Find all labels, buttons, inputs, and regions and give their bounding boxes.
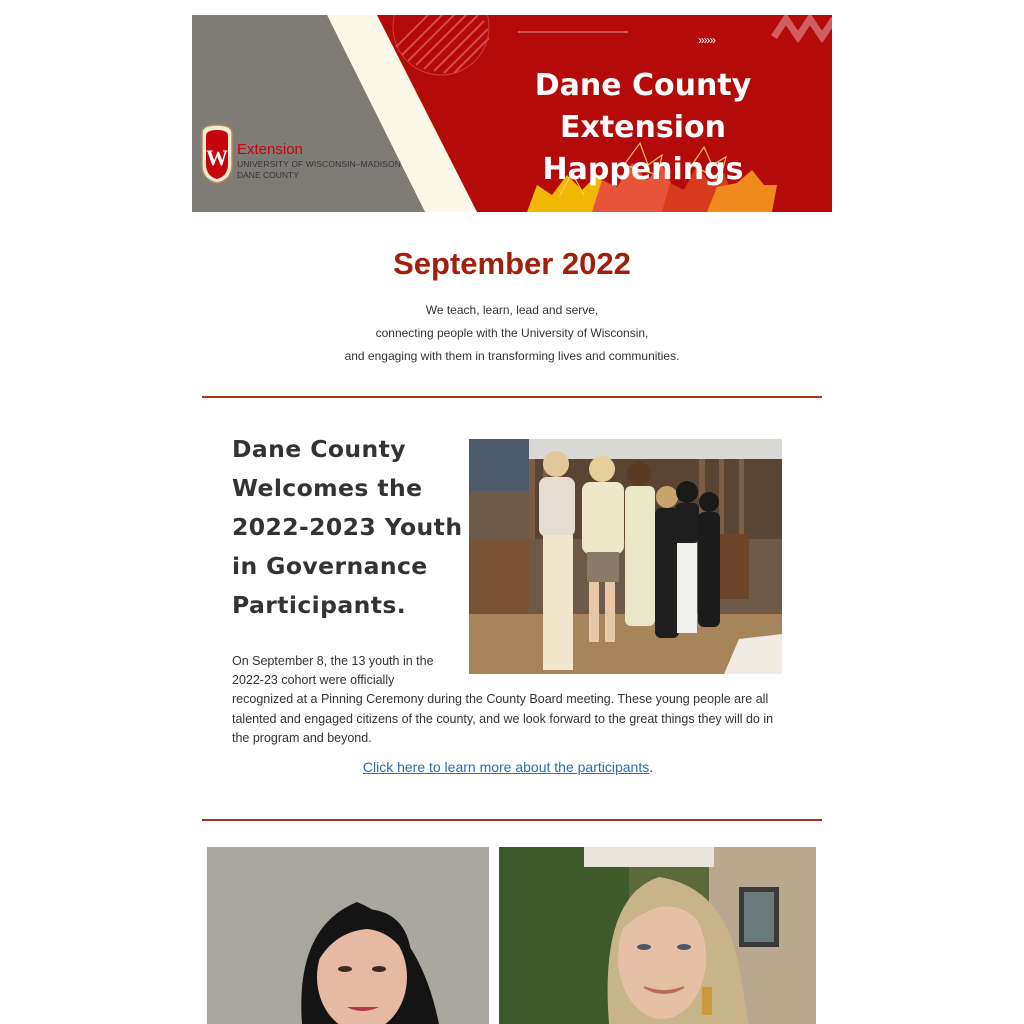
mission-statement [0, 299, 1024, 368]
article-link-line [0, 759, 1016, 775]
link-suffix: . [649, 759, 654, 775]
newsletter-month-title: September 2022 [393, 246, 631, 281]
youth-ceremony-photo [469, 439, 782, 674]
mission-line: connecting people with the University of Wisconsin, [375, 326, 649, 340]
logo-county-text: DANE COUNTY [237, 170, 299, 180]
staff-portrait-photo [207, 847, 489, 1024]
section-divider [202, 396, 822, 398]
article-body [232, 652, 792, 748]
staff-portrait-photo [499, 847, 816, 1024]
header-banner [192, 15, 832, 212]
banner-title-line2: Happenings [542, 152, 744, 187]
banner-title [454, 65, 832, 191]
mission-line: and engaging with them in transforming lives and communities. [344, 349, 680, 363]
article-body-first: On September 8, the 13 youth in the 2022-23 cohort were officially [232, 654, 434, 688]
chevrons-icon: »»» [698, 33, 716, 47]
article-body-rest: recognized at a Pinning Ceremony during the County Board meeting. These young people are all talented and engaged citizens of the county, and we look forward to the great things they will do in the program and beyond. [232, 692, 774, 745]
section-divider [202, 819, 822, 821]
logo-extension-text: Extension [237, 141, 303, 158]
mission-line: We teach, learn, lead and serve, [425, 303, 599, 317]
logo-university-text: UNIVERSITY OF WISCONSIN–MADISON [237, 159, 401, 169]
learn-more-participants-link[interactable]: Click here to learn more about the participants [362, 759, 650, 775]
uw-crest-logo [202, 125, 232, 183]
banner-title-line1: Dane County Extension [534, 68, 752, 145]
article-title: Dane County Welcomes the 2022-2023 Youth in Governance Participants. [232, 435, 463, 619]
svg-text:W: W [206, 145, 228, 170]
